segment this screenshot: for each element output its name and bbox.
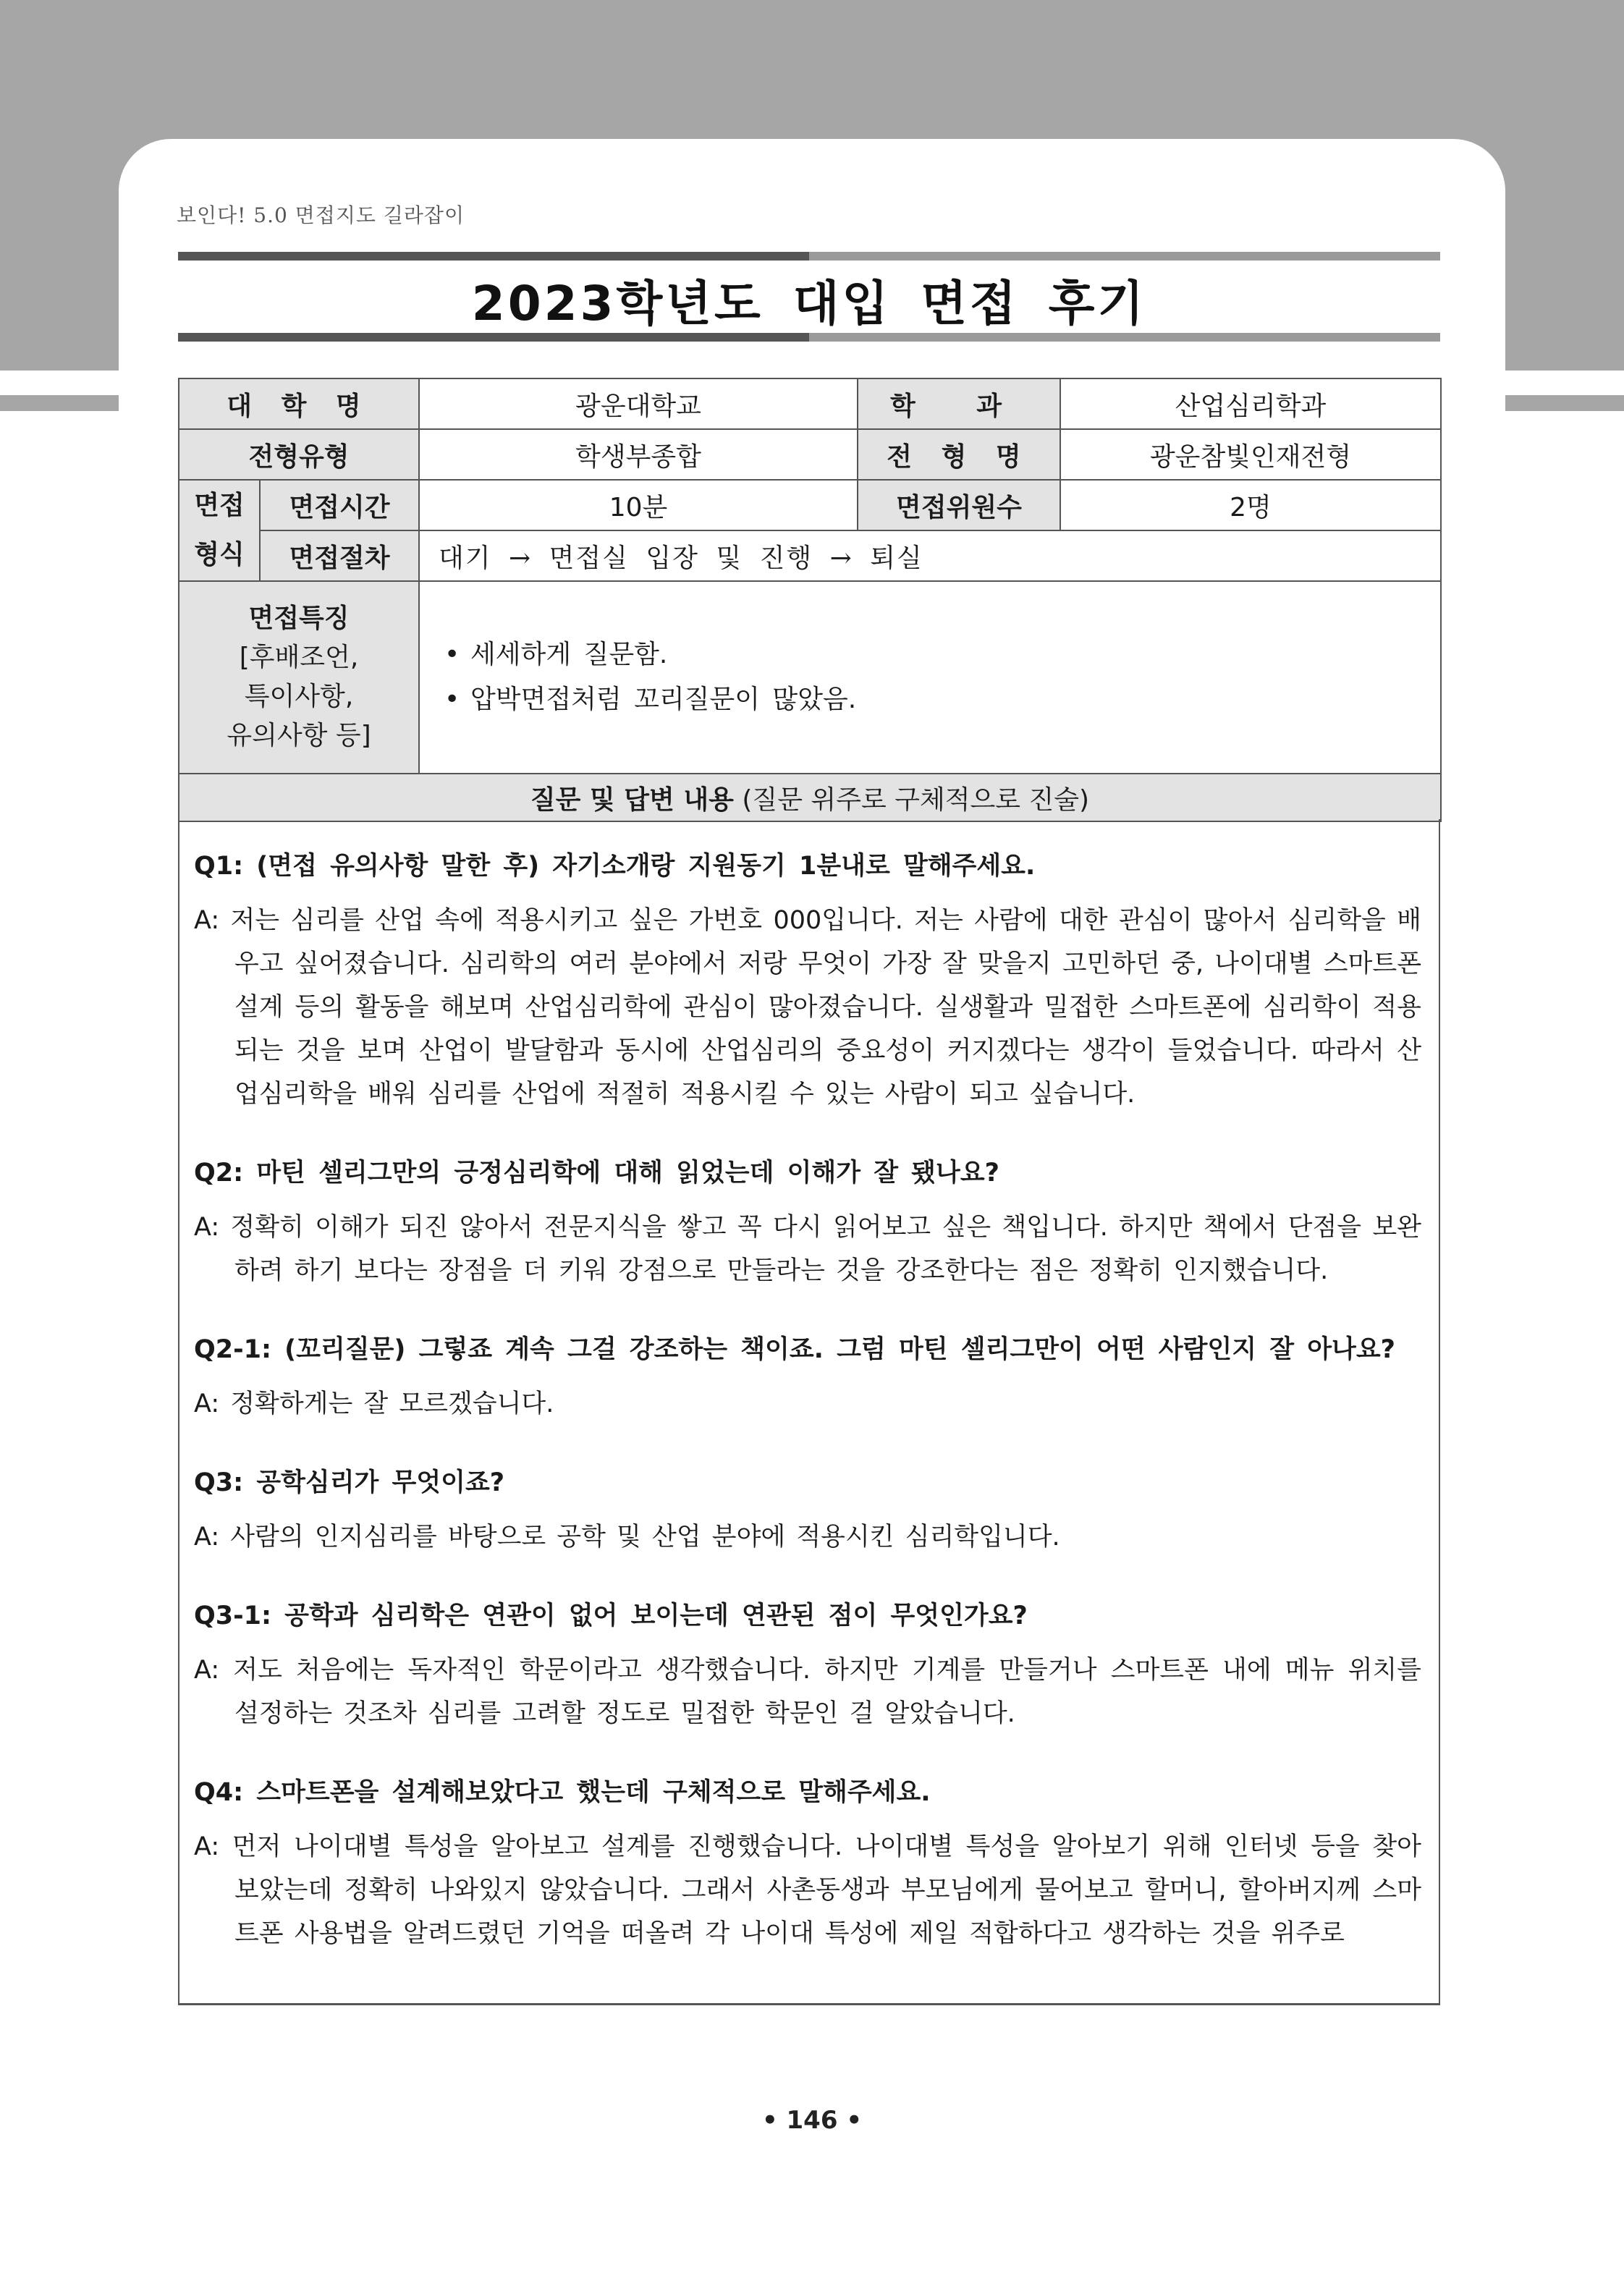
features-list <box>441 632 1440 722</box>
info-row-university <box>179 378 1441 429</box>
question-text: Q3: 공학심리가 무엇이죠? <box>194 1468 505 1497</box>
duration-label: 면접시간 <box>260 480 419 530</box>
question-text: Q1: (면접 유의사항 말한 후) 자기소개랑 지원동기 1분내로 말해주세요. <box>194 852 1036 881</box>
qa-list <box>194 848 1421 1955</box>
question-text: Q2: 마틴 셀리그만의 긍정심리학에 대해 읽었는데 이해가 잘 됐나요? <box>194 1159 999 1188</box>
features-label-line2: [후배조언, <box>239 643 359 672</box>
document-title: 2023학년도 대입 면접 후기 <box>471 276 1147 331</box>
info-row-duration <box>179 480 1441 530</box>
procedure-value: 대기 → 면접실 입장 및 진행 → 퇴실 <box>419 530 1441 581</box>
department-label: 학 과 <box>858 378 1060 429</box>
admission-name-label: 전 형 명 <box>858 429 1060 480</box>
answer-text: A: 정확히 이해가 되진 않아서 전문지식을 쌓고 꼭 다시 읽어보고 싶은 책입니다. 하지만 책에서 단점을 보완하려 하기 보다는 장점을 더 키워 강점으로 만들라는 것을 강조한다는 점은 정확히 인지했습니다. <box>194 1213 1421 1285</box>
question-text: Q3-1: 공학과 심리학은 연관이 없어 보이는데 연관된 점이 무엇인가요? <box>194 1601 1028 1630</box>
format-label <box>179 480 260 581</box>
university-label: 대 학 명 <box>179 378 419 429</box>
features-label <box>179 581 419 774</box>
question-text: Q4: 스마트폰을 설계해보았다고 했는데 구체적으로 말해주세요. <box>194 1778 931 1807</box>
info-row-admission <box>179 429 1441 480</box>
feature-item: • 세세하게 질문함. <box>441 632 1440 677</box>
features-label-line4: 유의사항 등] <box>227 721 371 750</box>
left-edge-stripe <box>0 395 119 411</box>
format-label-line2: 형식 <box>194 540 245 570</box>
interview-info-table <box>178 378 1442 822</box>
qa-content-box <box>178 819 1440 2005</box>
admission-type-value: 학생부종합 <box>419 429 858 480</box>
answer-text: A: 저도 처음에는 독자적인 학문이라고 생각했습니다. 하지만 기계를 만들거나 스마트폰 내에 메뉴 위치를 설정하는 것조차 심리를 고려할 정도로 밀접한 학문인 걸 알았습니다. <box>194 1656 1421 1728</box>
qa-item-q4 <box>194 1774 1421 1955</box>
answer-text: A: 정확하게는 잘 모르겠습니다. <box>194 1389 554 1418</box>
qa-section-header-row <box>179 774 1441 821</box>
right-edge-stripe <box>1505 395 1624 411</box>
procedure-label: 면접절차 <box>260 530 419 581</box>
admission-type-label: 전형유형 <box>179 429 419 480</box>
university-value: 광운대학교 <box>419 378 858 429</box>
format-label-line1: 면접 <box>194 491 245 520</box>
features-value <box>419 581 1441 774</box>
feature-item: • 압박면접처럼 꼬리질문이 많았음. <box>441 677 1440 722</box>
interviewers-label: 면접위원수 <box>858 480 1060 530</box>
department-value: 산업심리학과 <box>1060 378 1441 429</box>
qa-item-q3 <box>194 1465 1421 1559</box>
question-text: Q2-1: (꼬리질문) 그렇죠 계속 그걸 강조하는 책이죠. 그럼 마틴 셀리그만이 어떤 사람인지 잘 아나요? <box>194 1335 1395 1364</box>
info-row-features <box>179 581 1441 774</box>
page-number: • 146 • <box>761 2106 863 2135</box>
features-label-line3: 특이사항, <box>244 682 354 711</box>
qa-section-title: 질문 및 답변 내용 <box>530 784 734 815</box>
qa-item-q3-1 <box>194 1598 1421 1735</box>
qa-section-note: (질문 위주로 구체적으로 진술) <box>742 784 1090 815</box>
qa-section-header <box>179 774 1441 821</box>
answer-text: A: 사람의 인지심리를 바탕으로 공학 및 산업 분야에 적용시킨 심리학입니다. <box>194 1523 1060 1552</box>
title-rule-top <box>178 252 1440 261</box>
duration-value: 10분 <box>419 480 858 530</box>
admission-name-value: 광운참빛인재전형 <box>1060 429 1441 480</box>
answer-text: A: 저는 심리를 산업 속에 적용시키고 싶은 가번호 000입니다. 저는 사람에 대한 관심이 많아서 심리학을 배우고 싶어졌습니다. 심리학의 여러 분야에서 저랑 무엇이 가장 잘 맞을지 고민하던 중, 나이대별 스마트폰 설계 등의 활동을 해보며 산업심리학에 관심이 많아졌습니다. 실생활과 밀접한 스마트폰에 심리학이 적용되는 것을 보며 산업이 발달함과 동시에 산업심리의 중요성이 커지겠다는 생각이 들었습니다. 따라서 산업심리학을 배워 심리를 산업에 적절히 적용시킬 수 있는 사람이 되고 싶습니다. <box>194 906 1421 1109</box>
info-row-procedure <box>179 530 1441 581</box>
answer-text: A: 먼저 나이대별 특성을 알아보고 설계를 진행했습니다. 나이대별 특성을 알아보기 위해 인터넷 등을 찾아보았는데 정확히 나와있지 않았습니다. 그래서 사촌동생과 부모님에게 물어보고 할머니, 할아버지께 스마트폰 사용법을 알려드렸던 기억을 떠올려 각 나이대 특성에 제일 적합하다고 생각하는 것을 위주로 <box>194 1832 1421 1948</box>
qa-item-q1 <box>194 848 1421 1116</box>
features-label-line1: 면접특징 <box>248 604 350 633</box>
qa-item-q2-1 <box>194 1332 1421 1426</box>
title-rule-bottom <box>178 333 1440 342</box>
interviewers-value: 2명 <box>1060 480 1441 530</box>
qa-item-q2 <box>194 1155 1421 1292</box>
running-head: 보인다! 5.0 면접지도 길라잡이 <box>177 203 465 227</box>
